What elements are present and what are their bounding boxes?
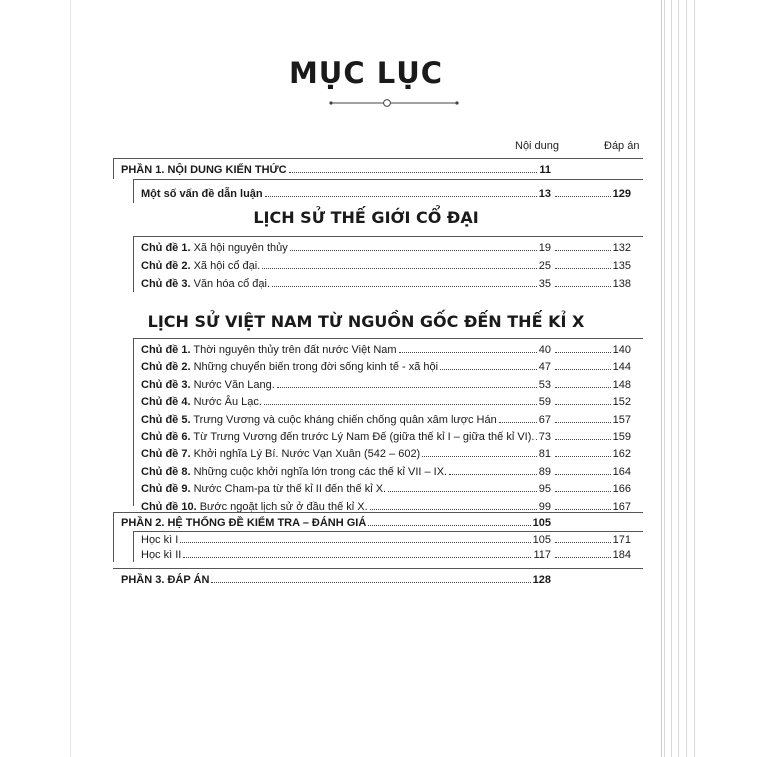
part1-label: PHẦN 1. NỘI DUNG KIẾN THỨC [121, 164, 287, 176]
topic-row [141, 446, 551, 460]
topic-title: Thời nguyên thủy trên đất nước Việt Nam [193, 344, 397, 356]
leader-dots [265, 196, 537, 197]
topic-title: Những cuộc khởi nghĩa lớn trong các thế kỉ VII – IX. [193, 465, 448, 478]
topic-label [141, 361, 438, 373]
topic-page: 99 [538, 500, 551, 513]
intro-answer: 129 [612, 188, 631, 200]
topic-page: 53 [538, 378, 551, 391]
topic-answer-row [553, 342, 631, 356]
leader-dots [555, 491, 611, 492]
leader-dots [388, 491, 537, 492]
part3-row [121, 572, 551, 586]
intro-answer-row [553, 186, 631, 200]
leader-dots [183, 557, 531, 558]
leader-dots [555, 286, 611, 287]
topic-answer-row [553, 276, 631, 290]
page-edge [671, 0, 672, 757]
topic-page: 25 [538, 260, 551, 272]
table-left-rule [133, 531, 134, 562]
page-title: MỤC LỤC [288, 56, 444, 90]
topic-prefix: Chủ đề 9. [141, 483, 191, 496]
book-page [70, 0, 662, 757]
topic-title: Trưng Vương và cuộc kháng chiến chống quân xâm lược Hán [193, 413, 497, 426]
leader-dots [440, 369, 537, 370]
semester-row [141, 547, 551, 561]
topic-row [141, 464, 551, 478]
part1-row [121, 162, 551, 176]
topic-page: 35 [538, 278, 551, 290]
topic-answer-row [553, 429, 631, 443]
topic-label [141, 344, 397, 356]
section-title-ancient: LỊCH SỬ THẾ GIỚI CỔ ĐẠI [253, 208, 479, 227]
topic-page: 73 [538, 431, 551, 443]
topic-answer-row [553, 412, 631, 426]
topic-title: Nước Âu Lạc. [193, 396, 262, 409]
part2-page: 105 [532, 517, 551, 529]
topic-answer: 144 [612, 361, 631, 374]
leader-dots [290, 250, 537, 251]
leader-dots [555, 352, 611, 353]
topic-page: 67 [538, 413, 551, 426]
topic-label [141, 260, 260, 272]
topic-page: 47 [538, 361, 551, 374]
topic-answer-row [553, 377, 631, 391]
topic-label [141, 466, 447, 478]
topic-label [141, 242, 288, 254]
topic-prefix: Chủ đề 5. [141, 413, 191, 426]
topic-page: 89 [538, 465, 551, 478]
topic-title: Xã hội cổ đại. [193, 260, 261, 272]
table-rule [133, 179, 643, 180]
page-edge [686, 0, 687, 757]
semester-answer-row [553, 532, 631, 546]
topic-title: Xã hội nguyên thủy [193, 242, 288, 254]
topic-page: 81 [538, 448, 551, 461]
leader-dots [449, 474, 537, 475]
topic-answer-row [553, 499, 631, 513]
topic-answer: 135 [612, 260, 631, 272]
table-rule [133, 236, 643, 237]
topic-row [141, 394, 551, 408]
semester-answer-row [553, 547, 631, 561]
topic-answer: 162 [612, 448, 631, 461]
semester-label: Học kì II [141, 549, 182, 561]
column-header-answer: Đáp án [604, 140, 640, 152]
topic-row [141, 481, 551, 495]
leader-dots [555, 404, 611, 405]
page-edge [664, 0, 665, 757]
topic-answer: 164 [612, 465, 631, 478]
topic-label [141, 483, 386, 495]
topic-prefix: Chủ đề 1. [141, 242, 191, 254]
leader-dots [555, 250, 611, 251]
part3-label: PHẦN 3. ĐÁP ÁN [121, 574, 210, 586]
topic-prefix: Chủ đề 7. [141, 448, 191, 461]
leader-dots [289, 172, 538, 173]
part2-row [121, 515, 551, 529]
topic-label [141, 414, 497, 426]
table-left-rule [133, 338, 134, 506]
topic-answer: 140 [612, 344, 631, 356]
topic-page: 59 [538, 396, 551, 409]
intro-label: Một số vấn đề dẫn luận [141, 188, 263, 200]
topic-row [141, 342, 551, 356]
leader-dots [555, 387, 611, 388]
topic-row [141, 377, 551, 391]
topic-answer: 167 [612, 500, 631, 513]
leader-dots [555, 268, 611, 269]
topic-row [141, 258, 551, 272]
topic-row [141, 240, 551, 254]
intro-row [141, 186, 551, 200]
topic-row [141, 412, 551, 426]
table-left-rule [113, 158, 114, 179]
topic-prefix: Chủ đề 2. [141, 361, 191, 374]
title-ornament [329, 98, 459, 108]
topic-label [141, 278, 270, 290]
topic-page: 19 [538, 242, 551, 254]
topic-prefix: Chủ đề 10. [141, 500, 197, 513]
topic-answer: 157 [612, 413, 631, 426]
topic-answer: 138 [612, 278, 631, 290]
topic-page: 95 [538, 483, 551, 496]
page-edge [694, 0, 695, 757]
topic-title: Nước Cham-pa từ thế kỉ II đến thế kỉ X. [193, 483, 387, 496]
table-rule [113, 568, 643, 569]
leader-dots [262, 268, 537, 269]
table-rule [113, 512, 643, 513]
topic-answer: 159 [612, 431, 631, 443]
topic-prefix: Chủ đề 3. [141, 378, 191, 391]
topic-title: Bước ngoặt lịch sử ở đầu thế kỉ X. [199, 500, 368, 513]
topic-title: Từ Trưng Vương đến trước Lý Nam Đế (giữa thế kỉ I – giữa thế kỉ VI). [193, 431, 535, 443]
topic-answer: 148 [612, 378, 631, 391]
topic-row [141, 359, 551, 373]
topic-title: Những chuyển biến trong đời sống kinh tế - xã hội [193, 361, 439, 374]
leader-dots [264, 404, 537, 405]
topic-title: Khởi nghĩa Lý Bí. Nước Vạn Xuân (542 – 602) [193, 448, 421, 461]
leader-dots [180, 542, 530, 543]
intro-page: 13 [538, 188, 551, 200]
topic-answer: 132 [612, 242, 631, 254]
topic-answer-row [553, 359, 631, 373]
topic-answer-row [553, 446, 631, 460]
leader-dots [555, 439, 611, 440]
topic-answer-row [553, 258, 631, 272]
topic-prefix: Chủ đề 8. [141, 465, 191, 478]
leader-dots [555, 557, 611, 558]
leader-dots [555, 542, 611, 543]
topic-row [141, 276, 551, 290]
table-left-rule [133, 179, 134, 203]
topic-label [141, 379, 275, 391]
page-edge [678, 0, 679, 757]
leader-dots [555, 369, 611, 370]
topic-prefix: Chủ đề 3. [141, 278, 191, 290]
leader-dots [368, 525, 530, 526]
topic-row [141, 429, 551, 443]
topic-title: Văn hóa cổ đại. [193, 278, 271, 290]
topic-answer: 152 [612, 396, 631, 409]
table-left-rule [133, 236, 134, 292]
topic-prefix: Chủ đề 6. [141, 431, 191, 443]
leader-dots [277, 387, 537, 388]
topic-label [141, 431, 534, 443]
leader-dots [211, 582, 530, 583]
topic-answer-row [553, 481, 631, 495]
semester-answer: 184 [612, 549, 631, 561]
leader-dots [272, 286, 537, 287]
semester-page: 105 [532, 534, 551, 546]
topic-answer-row [553, 464, 631, 478]
topic-title: Nước Văn Lang. [193, 378, 275, 391]
table-top-rule [113, 158, 643, 159]
table-left-rule [113, 512, 114, 562]
topic-prefix: Chủ đề 1. [141, 344, 191, 356]
leader-dots [555, 509, 611, 510]
leader-dots [555, 456, 611, 457]
leader-dots [555, 474, 611, 475]
semester-page: 117 [533, 549, 551, 561]
topic-prefix: Chủ đề 2. [141, 260, 191, 272]
semester-row [141, 532, 551, 546]
topic-label [141, 448, 420, 460]
part2-label: PHẦN 2. HỆ THỐNG ĐỀ KIỂM TRA – ĐÁNH GIÁ [121, 517, 367, 529]
semester-answer: 171 [612, 534, 631, 546]
section-title-vietnam: LỊCH SỬ VIỆT NAM TỪ NGUỒN GỐC ĐẾN THẾ KỈ X [147, 312, 585, 331]
part3-page: 128 [532, 574, 551, 586]
topic-prefix: Chủ đề 4. [141, 396, 191, 409]
leader-dots [555, 422, 611, 423]
column-header-content: Nội dung [515, 140, 560, 152]
leader-dots [422, 456, 537, 457]
topic-answer-row [553, 240, 631, 254]
semester-label: Học kì I [141, 534, 179, 546]
topic-row [141, 499, 551, 513]
topic-label [141, 396, 262, 408]
topic-page: 40 [538, 344, 551, 356]
leader-dots [370, 509, 537, 510]
table-rule [133, 338, 643, 339]
topic-answer: 166 [612, 483, 631, 496]
topic-answer-row [553, 394, 631, 408]
leader-dots [555, 196, 611, 197]
leader-dots [499, 422, 537, 423]
leader-dots [399, 352, 537, 353]
part1-page: 11 [539, 164, 551, 176]
topic-label [141, 501, 368, 513]
